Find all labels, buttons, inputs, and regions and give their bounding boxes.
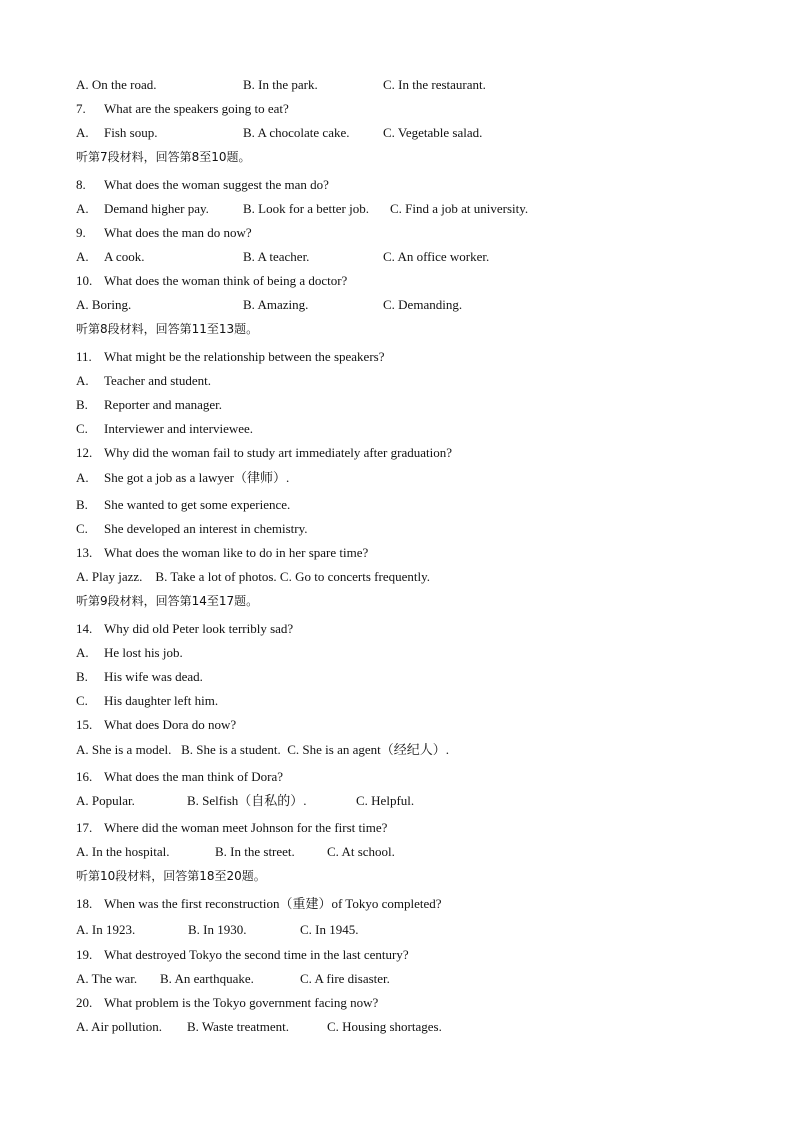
option-line: A. Play jazz. B. Take a lot of photos. C. Go to concerts frequently. — [76, 569, 430, 584]
option-text: His daughter left him. — [104, 693, 219, 708]
option-text: She wanted to get some experience. — [104, 497, 291, 512]
question-text: Why did old Peter look terribly sad? — [104, 621, 294, 636]
option-text: His wife was dead. — [104, 669, 203, 684]
option-b: B. In 1930. — [188, 922, 247, 937]
option-b: B. Look for a better job. — [243, 201, 369, 216]
question-17 — [76, 820, 387, 836]
option-a: A cook. — [104, 249, 145, 264]
option-c — [76, 421, 253, 437]
question-7 — [76, 101, 289, 117]
option-b — [76, 497, 290, 513]
option-letter: A. — [76, 470, 89, 485]
question-13 — [76, 545, 368, 561]
question-number: 15. — [76, 717, 93, 732]
question-number: 16. — [76, 769, 93, 784]
option-c: C. At school. — [327, 844, 395, 859]
section-instruction: 听第7段材料，回答第8至10题。 — [76, 150, 251, 164]
question-8 — [76, 177, 329, 193]
option-b: B. A teacher. — [243, 249, 310, 264]
question-number: 19. — [76, 947, 93, 962]
option-c: C. In 1945. — [300, 922, 359, 937]
option-b: B. Amazing. — [243, 297, 309, 312]
question-12 — [76, 445, 452, 461]
option-letter: B. — [76, 497, 88, 512]
option-a: A. Air pollution. — [76, 1019, 162, 1034]
option-a: Fish soup. — [104, 125, 158, 140]
question-16 — [76, 769, 283, 785]
option-a: A. Boring. — [76, 297, 132, 312]
question-number: 9. — [76, 225, 86, 240]
question-number: 18. — [76, 896, 93, 911]
option-c: C. In the restaurant. — [383, 77, 486, 92]
option-a: A. On the road. — [76, 77, 157, 92]
option-letter: C. — [76, 693, 88, 708]
option-c: C. Find a job at university. — [390, 201, 529, 216]
option-c: C. An office worker. — [383, 249, 490, 264]
question-text: What does the man think of Dora? — [104, 769, 284, 784]
question-19 — [76, 947, 409, 963]
option-a — [76, 645, 183, 661]
section-instruction: 听第10段材料，回答第18至20题。 — [76, 869, 266, 883]
option-c: C. Housing shortages. — [327, 1019, 442, 1034]
section-instruction: 听第9段材料，回答第14至17题。 — [76, 594, 259, 608]
option-b: B. In the street. — [215, 844, 295, 859]
option-a-letter: A. — [76, 249, 89, 264]
option-text: She got a job as a lawyer（律师）. — [104, 470, 290, 485]
option-letter: C. — [76, 521, 88, 536]
question-text: What does the woman think of being a doctor? — [104, 273, 348, 288]
section-instruction: 听第8段材料，回答第11至13题。 — [76, 322, 259, 336]
question-11 — [76, 349, 384, 365]
option-b: B. An earthquake. — [160, 971, 254, 986]
question-number: 7. — [76, 101, 86, 116]
option-letter: B. — [76, 397, 88, 412]
option-c — [76, 693, 218, 709]
option-b — [76, 669, 203, 685]
option-a: Demand higher pay. — [104, 201, 209, 216]
option-text: She developed an interest in chemistry. — [104, 521, 308, 536]
option-a: A. In the hospital. — [76, 844, 170, 859]
question-number: 12. — [76, 445, 93, 460]
option-a — [76, 470, 289, 486]
question-number: 10. — [76, 273, 93, 288]
question-text: What are the speakers going to eat? — [104, 101, 289, 116]
question-14 — [76, 621, 293, 637]
question-text: What problem is the Tokyo government facing now? — [104, 995, 379, 1010]
question-number: 11. — [76, 349, 92, 364]
option-letter: C. — [76, 421, 88, 436]
option-c: C. Demanding. — [383, 297, 463, 312]
question-10 — [76, 273, 347, 289]
question-text: Why did the woman fail to study art immediately after graduation? — [104, 445, 453, 460]
question-number: 20. — [76, 995, 93, 1010]
question-number: 13. — [76, 545, 93, 560]
option-b: B. Selfish（自私的）. — [187, 793, 307, 808]
question-number: 8. — [76, 177, 86, 192]
question-text: When was the first reconstruction（重建）of Tokyo completed? — [104, 896, 442, 911]
option-text: He lost his job. — [104, 645, 183, 660]
option-b — [76, 397, 222, 413]
option-b: B. Waste treatment. — [187, 1019, 289, 1034]
option-a: A. Popular. — [76, 793, 135, 808]
option-text: Teacher and student. — [104, 373, 212, 388]
option-letter: B. — [76, 669, 88, 684]
option-line: A. She is a model. B. She is a student. C. She is an agent（经纪人）. — [76, 742, 450, 757]
question-text: What might be the relationship between the speakers? — [104, 349, 385, 364]
question-text: What destroyed Tokyo the second time in the last century? — [104, 947, 409, 962]
question-text: What does the woman like to do in her spare time? — [104, 545, 369, 560]
question-number: 14. — [76, 621, 93, 636]
question-text: Where did the woman meet Johnson for the first time? — [104, 820, 388, 835]
option-letter: A. — [76, 373, 89, 388]
option-c: C. Vegetable salad. — [383, 125, 483, 140]
option-b: B. A chocolate cake. — [243, 125, 350, 140]
option-c: C. A fire disaster. — [300, 971, 390, 986]
option-text: Interviewer and interviewee. — [104, 421, 254, 436]
option-a — [76, 373, 211, 389]
question-text: What does the woman suggest the man do? — [104, 177, 329, 192]
question-text: What does Dora do now? — [104, 717, 237, 732]
option-b: B. In the park. — [243, 77, 318, 92]
option-a-letter: A. — [76, 201, 89, 216]
question-9 — [76, 225, 252, 241]
question-20 — [76, 995, 378, 1011]
option-c — [76, 521, 308, 537]
question-text: What does the man do now? — [104, 225, 252, 240]
option-a: A. The war. — [76, 971, 138, 986]
option-letter: A. — [76, 645, 89, 660]
question-15 — [76, 717, 236, 733]
option-a-letter: A. — [76, 125, 89, 140]
option-a: A. In 1923. — [76, 922, 136, 937]
option-c: C. Helpful. — [356, 793, 415, 808]
question-number: 17. — [76, 820, 93, 835]
question-18 — [76, 896, 442, 912]
option-text: Reporter and manager. — [104, 397, 223, 412]
